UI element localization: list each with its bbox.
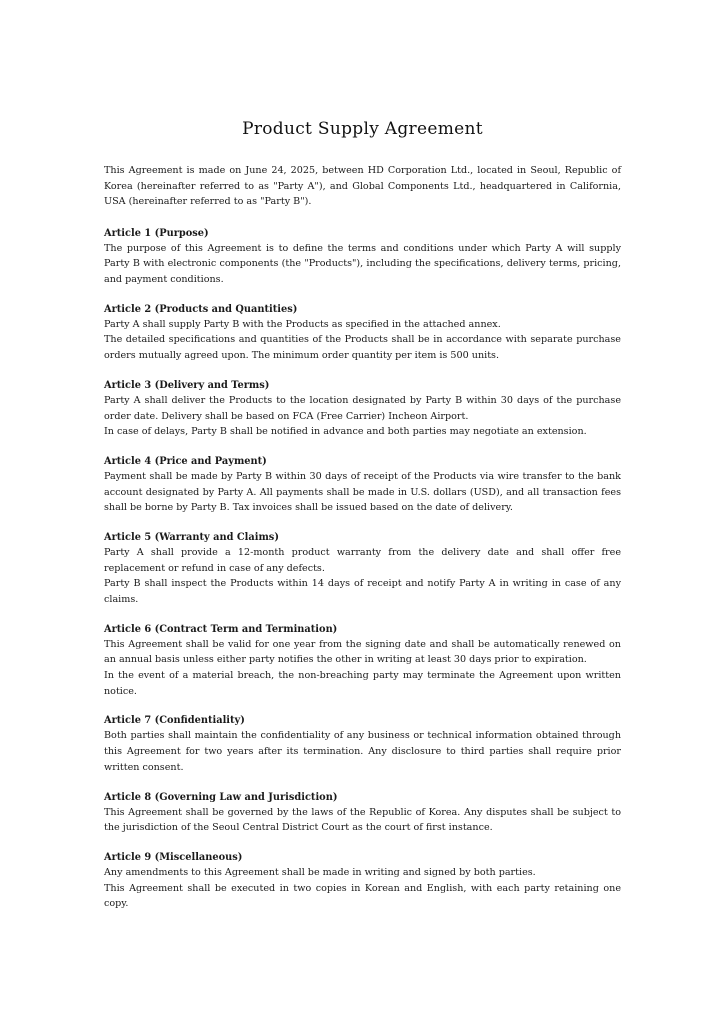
article-paragraph: Both parties shall maintain the confidentiality of any business or technical information obtained through this Agreement for two years after its termination. Any disclosure to third parties shall require prior written consent. — [104, 730, 621, 773]
article-paragraph: The purpose of this Agreement is to define the terms and conditions under which Party A will supply Party B with electronic components (the "Products"), including the specifications, delivery terms, pricing, and payment conditions. — [104, 242, 621, 285]
document-page — [104, 118, 621, 926]
article-heading: Article 4 (Price and Payment) — [104, 456, 267, 468]
article-heading: Article 6 (Contract Term and Termination) — [104, 623, 338, 635]
article-paragraph: Party A shall supply Party B with the Products as specified in the attached annex. — [104, 318, 501, 330]
article-paragraph: Payment shall be made by Party B within 30 days of receipt of the Products via wire transfer to the bank account designated by Party A. All payments shall be made in U.S. dollars (USD), and all transaction fees shall be borne by Party B. Tax invoices shall be issued based on the date of delivery. — [104, 471, 621, 514]
article-8 — [104, 790, 621, 836]
article-paragraph: In the event of a material breach, the non-breaching party may terminate the Agreement upon written notice. — [104, 669, 621, 697]
article-5 — [104, 530, 621, 607]
article-2 — [104, 302, 621, 364]
article-paragraph: The detailed specifications and quantities of the Products shall be in accordance with separate purchase orders mutually agreed upon. The minimum order quantity per item is 500 units. — [104, 334, 621, 362]
article-paragraph: Party A shall deliver the Products to the location designated by Party B within 30 days of the purchase order date. Delivery shall be based on FCA (Free Carrier) Incheon Airport. — [104, 394, 621, 422]
article-heading: Article 9 (Miscellaneous) — [104, 852, 243, 863]
article-paragraph: This Agreement shall be governed by the laws of the Republic of Korea. Any disputes shall be subject to the jurisdiction of the Seoul Central District Court as the court of first instance. — [104, 806, 621, 834]
article-paragraph: Any amendments to this Agreement shall be made in writing and signed by both parties. — [104, 867, 536, 878]
article-heading: Article 5 (Warranty and Claims) — [104, 532, 279, 544]
article-paragraph: In case of delays, Party B shall be notified in advance and both parties may negotiate an extension. — [104, 426, 587, 438]
intro-paragraph: This Agreement is made on June 24, 2025, between HD Corporation Ltd., located in Seoul, Republic of Korea (hereinafter referred to as "Party A"), and Global Components Ltd., headquartered in California, USA (hereinafter referred to as "Party B"). — [104, 165, 621, 208]
article-7 — [104, 713, 621, 775]
article-9 — [104, 850, 621, 912]
article-heading: Article 7 (Confidentiality) — [104, 715, 245, 727]
article-heading: Article 1 (Purpose) — [104, 227, 209, 239]
article-1 — [104, 226, 621, 288]
article-paragraph: Party A shall provide a 12-month product warranty from the delivery date and shall offer free replacement or refund in case of any defects. — [104, 547, 621, 574]
article-heading: Article 2 (Products and Quantities) — [104, 303, 298, 315]
article-paragraph: This Agreement shall be valid for one year from the signing date and shall be automatically renewed on an annual basis unless either party notifies the other in writing at least 30 days prior to expiration. — [104, 638, 621, 666]
article-paragraph: This Agreement shall be executed in two copies in Korean and English, with each party retaining one copy. — [104, 882, 621, 910]
article-4 — [104, 454, 621, 516]
article-heading: Article 3 (Delivery and Terms) — [104, 379, 270, 391]
article-3 — [104, 378, 621, 440]
document-title: Product Supply Agreement — [242, 119, 483, 139]
article-6 — [104, 622, 621, 699]
article-heading: Article 8 (Governing Law and Jurisdiction) — [104, 791, 338, 803]
article-paragraph: Party B shall inspect the Products within 14 days of receipt and notify Party A in writing in case of any claims. — [104, 578, 621, 605]
